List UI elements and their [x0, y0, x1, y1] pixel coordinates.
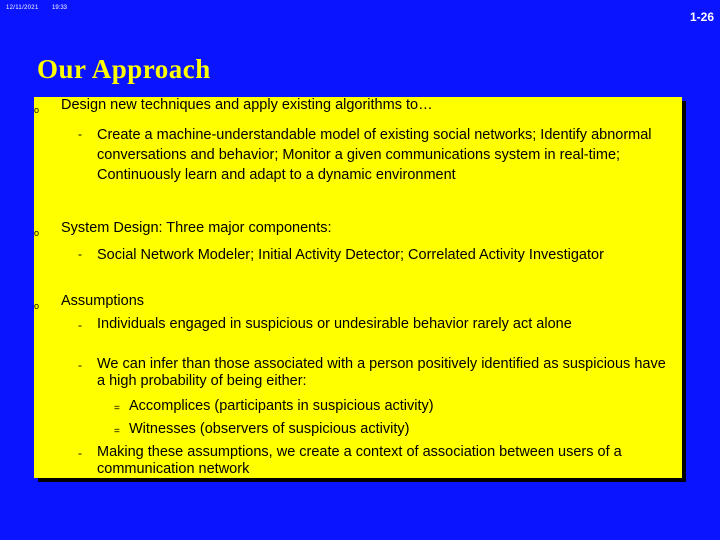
header-date: 12/11/2021 — [6, 5, 39, 11]
sub-item-text: Individuals engaged in suspicious or undesirable behavior rarely act alone — [97, 316, 572, 332]
header-time: 19:33 — [52, 5, 68, 11]
slide-title: Our Approach — [37, 54, 211, 84]
dash-marker: - — [78, 318, 82, 332]
bullet-list — [34, 97, 682, 478]
page-number: 1-26 — [689, 10, 714, 24]
sub-sub-item-text: Accomplices (participants in suspicious activity) — [129, 398, 434, 414]
sub-item-text: Making these assumptions, we create a context of association between users of a communication network — [97, 444, 622, 477]
dash-marker: - — [78, 358, 82, 372]
sub-bullet-marker: = — [114, 426, 120, 437]
dash-marker: - — [78, 446, 82, 460]
sub-sub-item-text: Witnesses (observers of suspicious activity) — [129, 421, 410, 437]
bullet-item-text: Design new techniques and apply existing algorithms to… — [61, 97, 433, 113]
sub-item-text: Create a machine-understandable model of existing social networks; Identify abnormal conversations and behavior; Monitor a given communications system in real-time; Continuously learn and adapt to a dynamic environment — [97, 127, 652, 183]
content-panel — [34, 97, 682, 478]
sub-item-text: We can infer than those associated with a person positively identified as suspicious have a high probability of being either: — [97, 356, 666, 389]
bullet-item-text: System Design: Three major components: — [61, 220, 332, 236]
dash-marker: - — [78, 247, 82, 261]
bullet-marker: o — [34, 228, 40, 238]
dash-marker: - — [78, 127, 82, 141]
sub-item-text: Social Network Modeler; Initial Activity Detector; Correlated Activity Investigator — [97, 247, 604, 263]
bullet-item-text: Assumptions — [61, 293, 145, 309]
bullet-marker: o — [34, 105, 40, 115]
bullet-marker: o — [34, 301, 40, 311]
sub-bullet-marker: = — [114, 403, 120, 414]
